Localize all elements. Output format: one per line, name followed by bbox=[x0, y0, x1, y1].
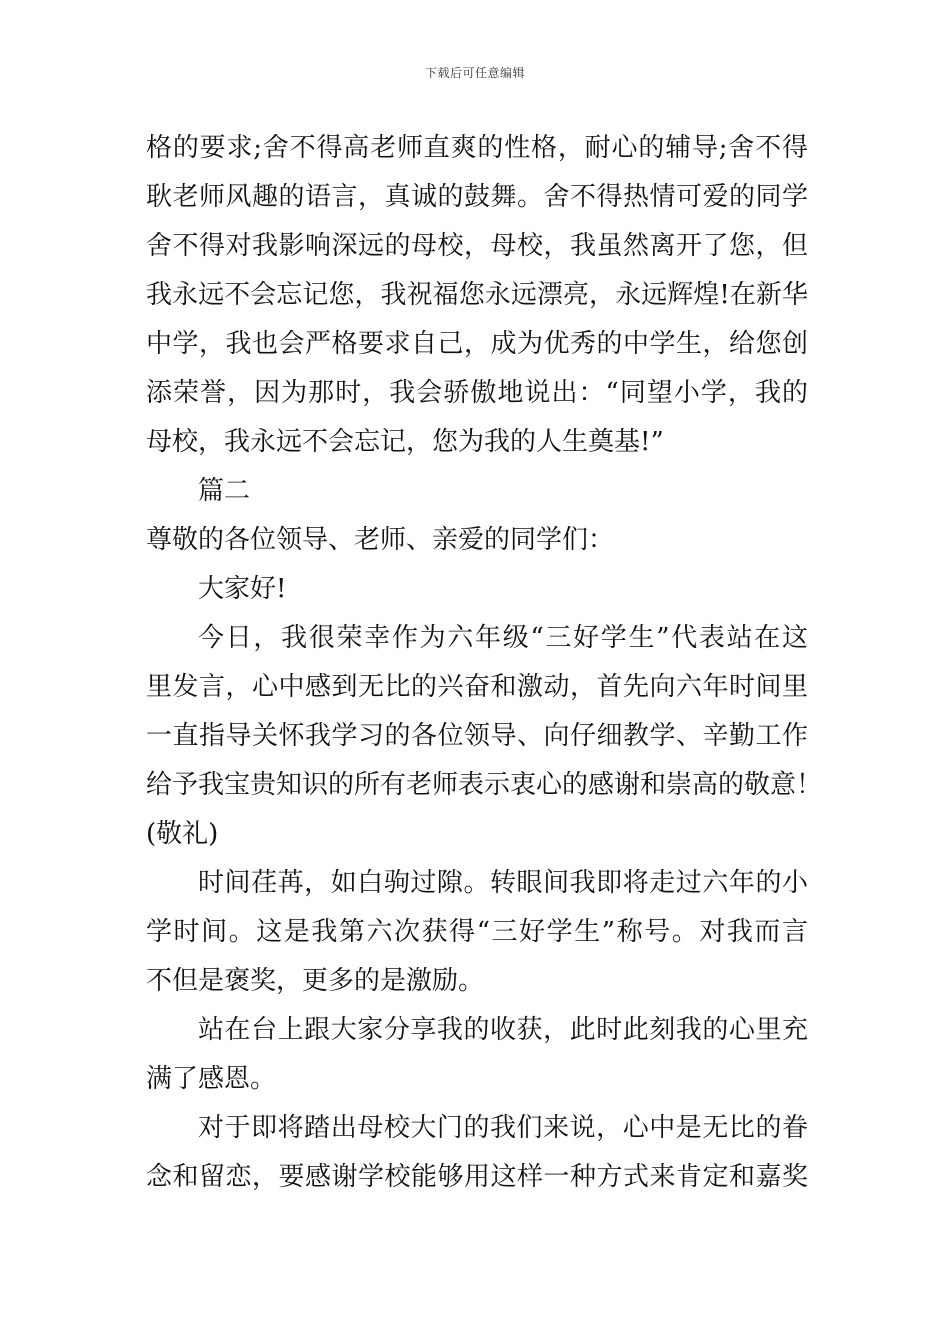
text-line: 一直指导关怀我学习的各位领导、向仔细教学、辛勤工作 bbox=[146, 721, 808, 751]
text-line: 母校，我永远不会忘记，您为我的人生奠基!” bbox=[146, 427, 664, 457]
text-line: 学时间。这是我第六次获得“三好学生”称号。对我而言 bbox=[146, 917, 808, 947]
text-line: 对于即将踏出母校大门的我们来说，心中是无比的眷 bbox=[198, 1113, 808, 1143]
text-line: 站在台上跟大家分享我的收获，此时此刻我的心里充 bbox=[198, 1015, 808, 1045]
text-line: 不但是褒奖，更多的是激励。 bbox=[146, 966, 485, 996]
document-body bbox=[146, 124, 823, 1202]
text-line: 中学，我也会严格要求自己，成为优秀的中学生，给您创 bbox=[146, 329, 808, 359]
text-line: 尊敬的各位领导、老师、亲爱的同学们： bbox=[146, 525, 615, 555]
text-line: (敬礼) bbox=[146, 819, 219, 849]
text-line: 时间荏苒，如白驹过隙。转眼间我即将走过六年的小 bbox=[198, 868, 808, 898]
text-line: 念和留恋，要感谢学校能够用这样一种方式来肯定和嘉奖 bbox=[146, 1162, 808, 1192]
text-line: 满了感恩。 bbox=[146, 1064, 277, 1094]
page-header: 下载后可任意编辑 bbox=[424, 66, 525, 80]
text-line: 篇二 bbox=[198, 476, 251, 506]
text-line: 里发言，心中感到无比的兴奋和激动，首先向六年时间里 bbox=[146, 672, 808, 702]
text-line: 大家好! bbox=[198, 574, 287, 604]
text-line: 添荣誉，因为那时，我会骄傲地说出：“同望小学，我的 bbox=[146, 378, 808, 408]
text-line: 耿老师风趣的语言，真诚的鼓舞。舍不得热情可爱的同学 bbox=[146, 182, 808, 212]
text-line: 我永远不会忘记您，我祝福您永远漂亮，永远辉煌!在新华 bbox=[146, 280, 808, 310]
text-line: 舍不得对我影响深远的母校，母校，我虽然离开了您，但 bbox=[146, 231, 808, 261]
text-line: 今日，我很荣幸作为六年级“三好学生”代表站在这 bbox=[198, 623, 808, 653]
text-line: 给予我宝贵知识的所有老师表示衷心的感谢和崇高的敬意！ bbox=[146, 770, 823, 800]
text-line: 格的要求;舍不得高老师直爽的性格，耐心的辅导;舍不得 bbox=[146, 133, 808, 163]
